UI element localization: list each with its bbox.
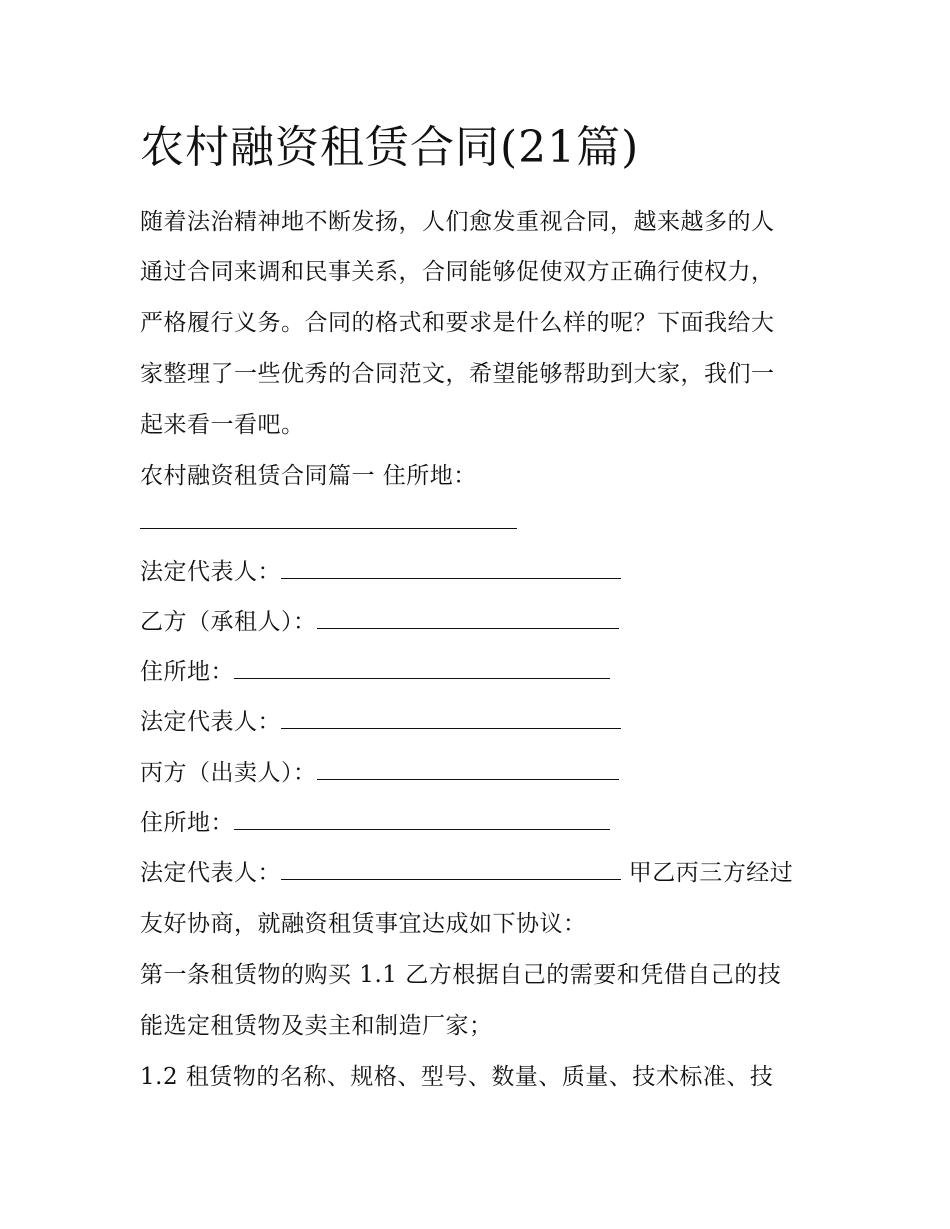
party-b-row (140, 606, 619, 638)
address-3-blank (234, 807, 610, 830)
document-title: 农村融资租赁合同(21篇) (140, 122, 640, 173)
party-c-label: 丙方（出卖人）： (140, 760, 317, 786)
body-line-4: 1.2 租赁物的名称、规格、型号、数量、质量、技术标准、技 (140, 1064, 774, 1090)
party-c-row (140, 757, 619, 789)
legal-rep-1-row (140, 556, 621, 588)
address-2-row (140, 656, 610, 688)
address-2-blank (234, 656, 610, 679)
legal-rep-2-blank (281, 706, 621, 729)
intro-line-5: 起来看一看吧。 (140, 412, 305, 438)
address-2-label: 住所地： (140, 659, 234, 685)
party-c-blank (317, 757, 619, 780)
body-line-2: 第一条租赁物的购买 1.1 乙方根据自己的需要和凭借自己的技 (140, 962, 782, 988)
body-line-1: 友好协商，就融资租赁事宜达成如下协议： (140, 911, 587, 937)
party-b-blank (317, 606, 619, 629)
legal-rep-3-suffix: 甲乙丙三方经过 (621, 860, 794, 886)
legal-rep-3-label: 法定代表人： (140, 860, 281, 886)
party-b-label: 乙方（承租人）： (140, 609, 317, 635)
address-3-label: 住所地： (140, 810, 234, 836)
intro-line-4: 家整理了一些优秀的合同范文，希望能够帮助到大家，我们一 (140, 361, 775, 387)
section-heading: 农村融资租赁合同篇一 住所地： (140, 463, 477, 489)
intro-line-3: 严格履行义务。合同的格式和要求是什么样的呢？下面我给大 (140, 310, 775, 336)
legal-rep-3-row (140, 857, 793, 889)
legal-rep-1-blank (281, 556, 621, 579)
intro-line-1: 随着法治精神地不断发扬，人们愈发重视合同，越来越多的人 (140, 209, 775, 235)
legal-rep-3-blank (281, 857, 621, 880)
legal-rep-1-label: 法定代表人： (140, 559, 281, 585)
intro-line-2: 通过合同来调和民事关系，合同能够促使双方正确行使权力， (140, 259, 775, 285)
address-1-blank (140, 506, 517, 529)
legal-rep-2-label: 法定代表人： (140, 709, 281, 735)
body-line-3: 能选定租赁物及卖主和制造厂家； (140, 1013, 493, 1039)
address-3-row (140, 807, 610, 839)
legal-rep-2-row (140, 706, 621, 738)
address-1-blank-row (140, 506, 517, 538)
